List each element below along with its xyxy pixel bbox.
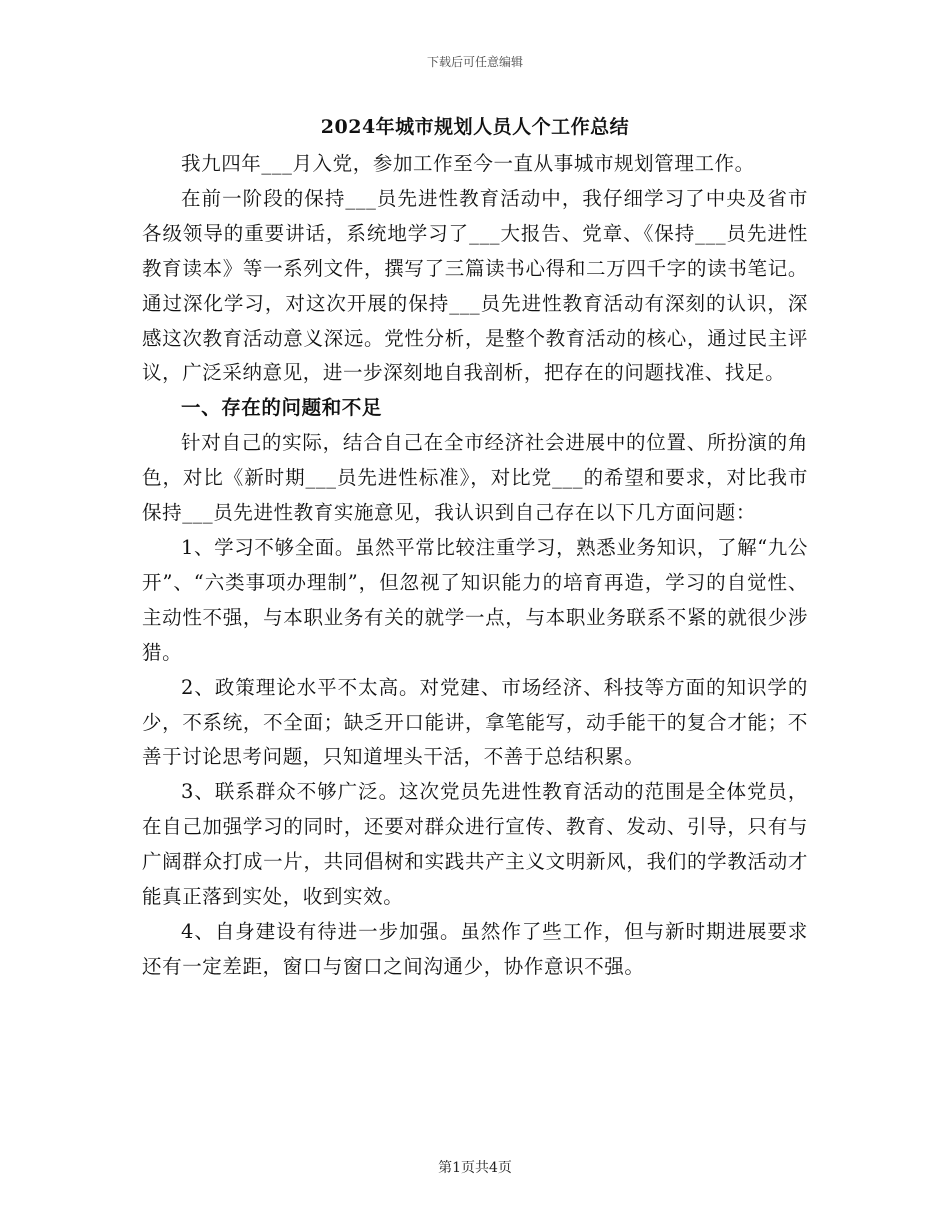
paragraph-item-2: 2、政策理论水平不太高。对党建、市场经济、科技等方面的知识学的少，不系统，不全面；缺乏开口能讲，拿笔能写，动手能干的复合才能；不善于讨论思考问题，只知道埋头干活，不善于总结积累。 — [142, 675, 808, 769]
paragraph-item-4: 4、自身建设有待进一步加强。虽然作了些工作，但与新时期进展要求还有一定差距，窗口与窗口之间沟通少，协作意识不强。 — [142, 919, 808, 978]
header-note: 下载后可任意编辑 — [426, 55, 523, 69]
document-body — [142, 147, 808, 985]
paragraph-intro: 我九四年___月入党，参加工作至今一直从事城市规划管理工作。 — [181, 152, 755, 175]
paragraph-study: 在前一阶段的保持___员先进性教育活动中，我仔细学习了中央及省市各级领导的重要讲话，系统地学习了___大报告、党章、《保持___员先进性教育读本》等一系列文件，撰写了三篇读书心得和二万四千字的读书笔记。通过深化学习，对这次开展的保持___员先进性教育活动有深刻的认识，深感这次教育活动意义深远。党性分析，是整个教育活动的核心，通过民主评议，广泛采纳意见，进一步深刻地自我剖析，把存在的问题找准、找足。 — [142, 186, 808, 385]
paragraph-item-3: 3、联系群众不够广泛。这次党员先进性教育活动的范围是全体党员，在自己加强学习的同时，还要对群众进行宣传、教育、发动、引导，只有与广阔群众打成一片，共同倡树和实践共产主义文明新风，我们的学教活动才能真正落到实处，收到实效。 — [142, 780, 808, 909]
page-number: 第1页共4页 — [438, 1160, 512, 1176]
paragraph-item-1: 1、学习不够全面。虽然平常比较注重学习，熟悉业务知识，了解“九公开”、“六类事项办理制”，但忽视了知识能力的培育再造，学习的自觉性、主动性不强，与本职业务有关的就学一点，与本职业务联系不紧的就很少涉猎。 — [142, 535, 808, 664]
document-title: 2024年城市规划人员人个工作总结 — [320, 116, 630, 138]
paragraph-problems-intro: 针对自己的实际，结合自己在全市经济社会进展中的位置、所扮演的角色，对比《新时期___员先进性标准》，对比党___的希望和要求，对比我市保持___员先进性教育实施意见，我认识到自己存在以下几方面问题： — [142, 431, 808, 525]
section-heading: 一、存在的问题和不足 — [181, 396, 383, 420]
